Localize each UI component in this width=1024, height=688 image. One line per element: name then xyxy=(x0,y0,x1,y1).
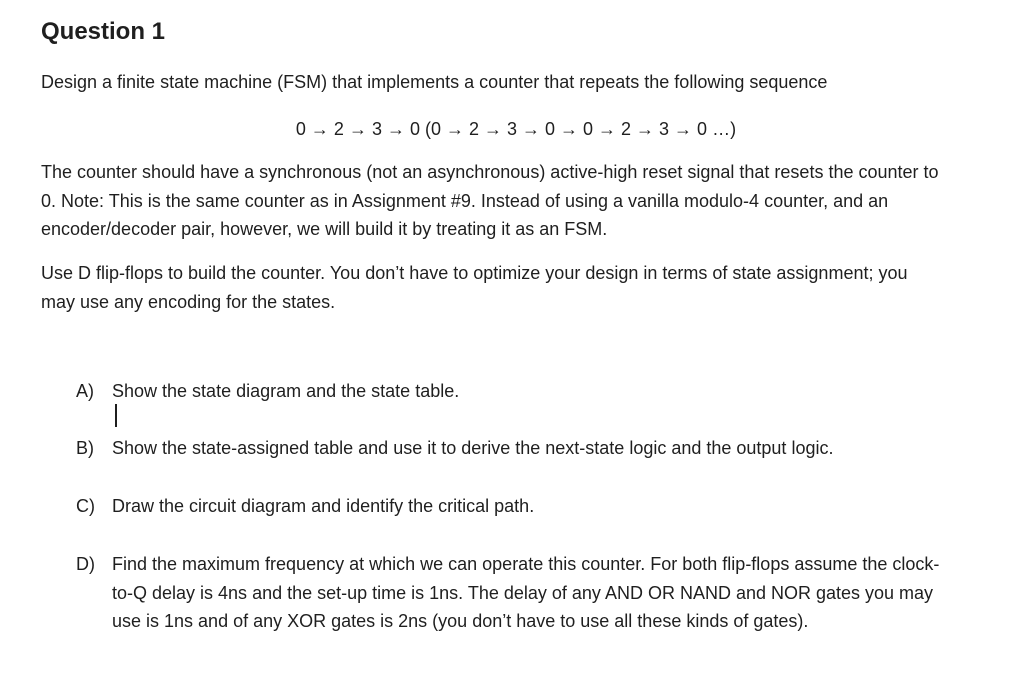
part-b xyxy=(76,434,976,463)
part-d-letter: D) xyxy=(76,554,95,574)
part-c-text: Draw the circuit diagram and identify the critical path. xyxy=(112,496,535,516)
part-b-letter: B) xyxy=(76,438,94,458)
part-a xyxy=(76,377,976,406)
part-a-text: Show the state diagram and the state table. xyxy=(112,381,460,401)
part-b-text: Show the state-assigned table and use it to derive the next-state logic and the output logic. xyxy=(112,438,834,458)
part-c xyxy=(76,492,976,521)
part-a-letter: A) xyxy=(76,381,94,401)
part-c-letter: C) xyxy=(76,496,95,516)
reset-paragraph: The counter should have a synchronous (not an asynchronous) active-high reset signal that resets the counter to 0. Note: This is the same counter as in Assignment #9. Instead of using a vanilla modulo-4 counter, and an encoder/decoder pair, however, we will build it by treating it as an FSM. xyxy=(41,162,939,239)
flipflop-paragraph: Use D flip-flops to build the counter. You don’t have to optimize your design in terms of state assignment; you may use any encoding for the states. xyxy=(41,263,908,312)
intro-paragraph: Design a finite state machine (FSM) that implements a counter that repeats the following sequence xyxy=(41,72,828,92)
sequence-line: 0 → 2 → 3 → 0 (0 → 2 → 3 → 0 → 0 → 2 → 3 → 0 …) xyxy=(295,119,737,139)
text-cursor xyxy=(115,404,117,427)
question-title: Question 1 xyxy=(41,18,166,45)
part-d xyxy=(76,550,956,636)
part-d-text: Find the maximum frequency at which we can operate this counter. For both flip-flops assume the clock-to-Q delay is 4ns and the set-up time is 1ns. The delay of any AND OR NAND and NOR gates you may use is 1ns and of any XOR gates is 2ns (you don’t have to use all these kinds of gates). xyxy=(112,554,940,631)
